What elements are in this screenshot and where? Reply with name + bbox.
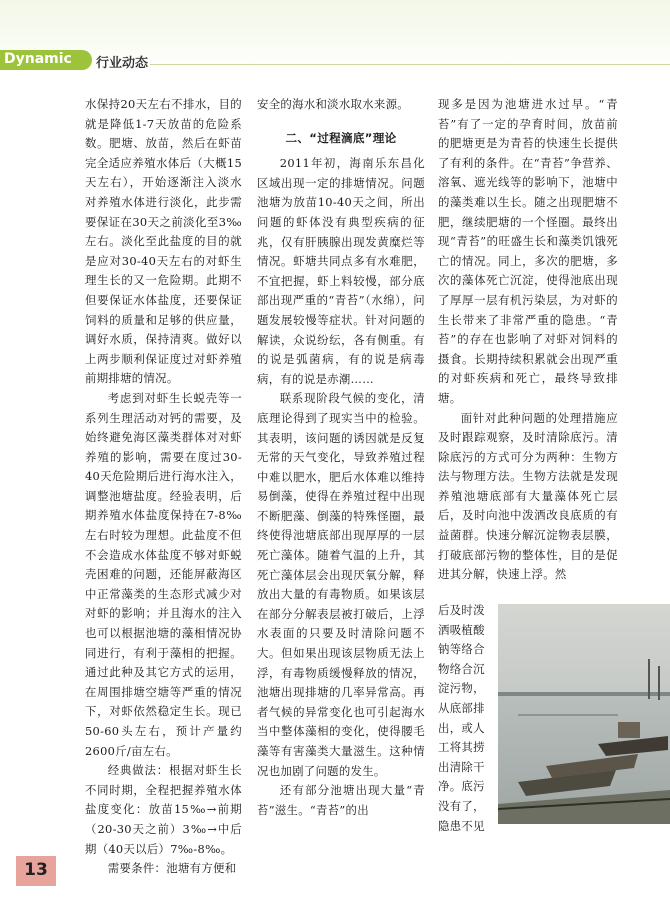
text-line: 出，或人 — [438, 720, 485, 735]
text-line: 物络合沉 — [438, 661, 485, 676]
section-heading: 二、“过程滴底”理论 — [285, 130, 397, 145]
paragraph: 水保持20天左右不排水，目的就是降低1-7天放苗的危险系数。肥塘、放苗，然后在虾苗完全适应养殖水体后（大概15天左右），开始逐渐注入淡水对养殖水体进行淡化，此步需要保证在30天之前淡化至3‰左右。淡化至此盐度的目的就是应对30-40天左右的对虾生理生长的又一危险期。此期不但要保证水体盐度，还要保证饲料的质量和足够的供应量，调好水质，保持清爽。做好以上两步顺利保证度过对虾养殖前期排塘的情况。 — [85, 97, 242, 386]
text-line: 没有了， — [438, 798, 485, 813]
section-title-chinese: 行业动态 — [96, 56, 149, 71]
text-line: 洒吸植酸 — [438, 622, 485, 637]
article-column-3-continued — [438, 601, 494, 836]
text-line: 工将其捞 — [438, 740, 485, 755]
text-line: 钠等络合 — [438, 642, 485, 657]
paragraph: 需要条件：池塘有方便和 — [107, 861, 237, 876]
section-title-english: Dynamic — [4, 51, 72, 67]
text-line: 出清除干 — [438, 759, 485, 774]
pond-with-boats-photo — [498, 604, 670, 824]
text-line: 隐患不见 — [438, 818, 485, 833]
header-divider — [150, 64, 670, 65]
text-line: 淀污物， — [438, 681, 485, 696]
paragraph: 现多是因为池塘进水过早。“青苔”有了一定的孕育时间，放苗前的肥塘更是为青苔的快速生长提供了有利的条件。在“青苔”争营养、溶氧、遮光线等的影响下，池塘中的藻类难以生长。随之出现肥塘不肥，继续肥塘的一个怪圈。最终出现“青苔”的旺盛生长和藻类饥饿死亡的情况。同上，多次的肥塘，多次的藻体死亡沉淀，使得池底出现了厚厚一层有机污染层，为对虾的生长带来了非常严重的隐患。“青苔”的存在也影响了对虾对饲料的摄食。长期持续积累就会出现严重的对虾疾病和死亡，最终导致排塘。 — [438, 97, 618, 405]
article-column-1 — [85, 95, 242, 879]
paragraph: 经典做法：根据对虾生长不同时期，全程把握养殖水体盐度变化：放苗15‰→前期（20-30天之前）3‰→中后期（40天以后）7‰-8‰。 — [85, 763, 242, 856]
text-line: 净。底污 — [438, 779, 485, 794]
page-number: 13 — [24, 860, 48, 880]
paragraph: 2011年初，海南乐东昌化区域出现一定的排塘情况。问题池塘为放苗10-40天之间，所出问题的虾体没有典型疾病的征兆，仅有肝胰腺出现发黄糜烂等情况。虾塘共同点多有水难肥，不宜把握，虾上料较慢，部分底部出现严重的“青苔”（水绵），问题发展较慢等症状。针对问题的解读，众说纷纭，各有侧重。有的说是弧菌病，有的说是病毒病，有的说是赤潮…… — [257, 156, 425, 386]
paragraph: 面针对此种问题的处理措施应及时跟踪观察，及时清除底污。清除底污的方式可分为两种：生物方法与物理方法。生物方法就是发现养殖池塘底部有大量藻体死亡层后，及时向池中泼洒改良底质的有益菌群。快速分解沉淀物表层膜，打破底部污物的整体性，目的是促进其分解，快速上浮。然 — [438, 410, 618, 582]
text-line: 从底部排 — [438, 700, 485, 715]
paragraph: 考虑到对虾生长蜕壳等一系列生理活动对钙的需要，及始终避免海区藻类群体对对虾养殖的影响，需要在度过30-40天危险期后进行海水注入，调整池塘盐度。经验表明，后期养殖水体盐度保持在7-8‰左右时较为理想。此盐度不但不会造成水体盐度不够对虾蜕壳困难的问题，还能屏蔽海区中正常藻类的生态形式减少对对虾的影响；并且海水的注入也可以根据池塘的藻相情况协同进行，有利于藻相的把握。通过此种及其它方式的运用，在周围排塘空塘等严重的情况下，对虾依然稳定生长。现已50-60头左右，预计产量约2600斤/亩左右。 — [85, 390, 242, 758]
paragraph: 联系现阶段气候的变化，清底理论得到了现实当中的检验。其表明，该问题的诱因就是反复无常的天气变化，导致养殖过程中难以肥水，肥后水体难以维持易倒藻，使得在养殖过程中出现不断肥藻、倒藻的特殊怪圈，最终使得池塘底部出现厚厚的一层死亡藻体。随着气温的上升，其死亡藻体层会出现厌氧分解，释放出大量的有毒物质。如果该层在部分分解表层被打破后，上浮水表面的只要及时清除问题不大。但如果出现该层物质无法上浮，有毒物质缓慢释放的情况，池塘出现排塘的几率异常高。再者气候的异常变化也可引起海水当中整体藻相的变化，使得腰毛藻等有害藻类大量滋生。这种情况也加剧了问题的发生。 — [257, 391, 425, 778]
text-line: 后及时泼 — [438, 603, 485, 617]
article-column-2 — [257, 95, 425, 820]
paragraph: 还有部分池塘出现大量“青苔”滋生。“青苔”的出 — [257, 783, 425, 817]
paragraph: 安全的海水和淡水取水来源。 — [257, 97, 409, 111]
article-column-3 — [438, 95, 618, 585]
